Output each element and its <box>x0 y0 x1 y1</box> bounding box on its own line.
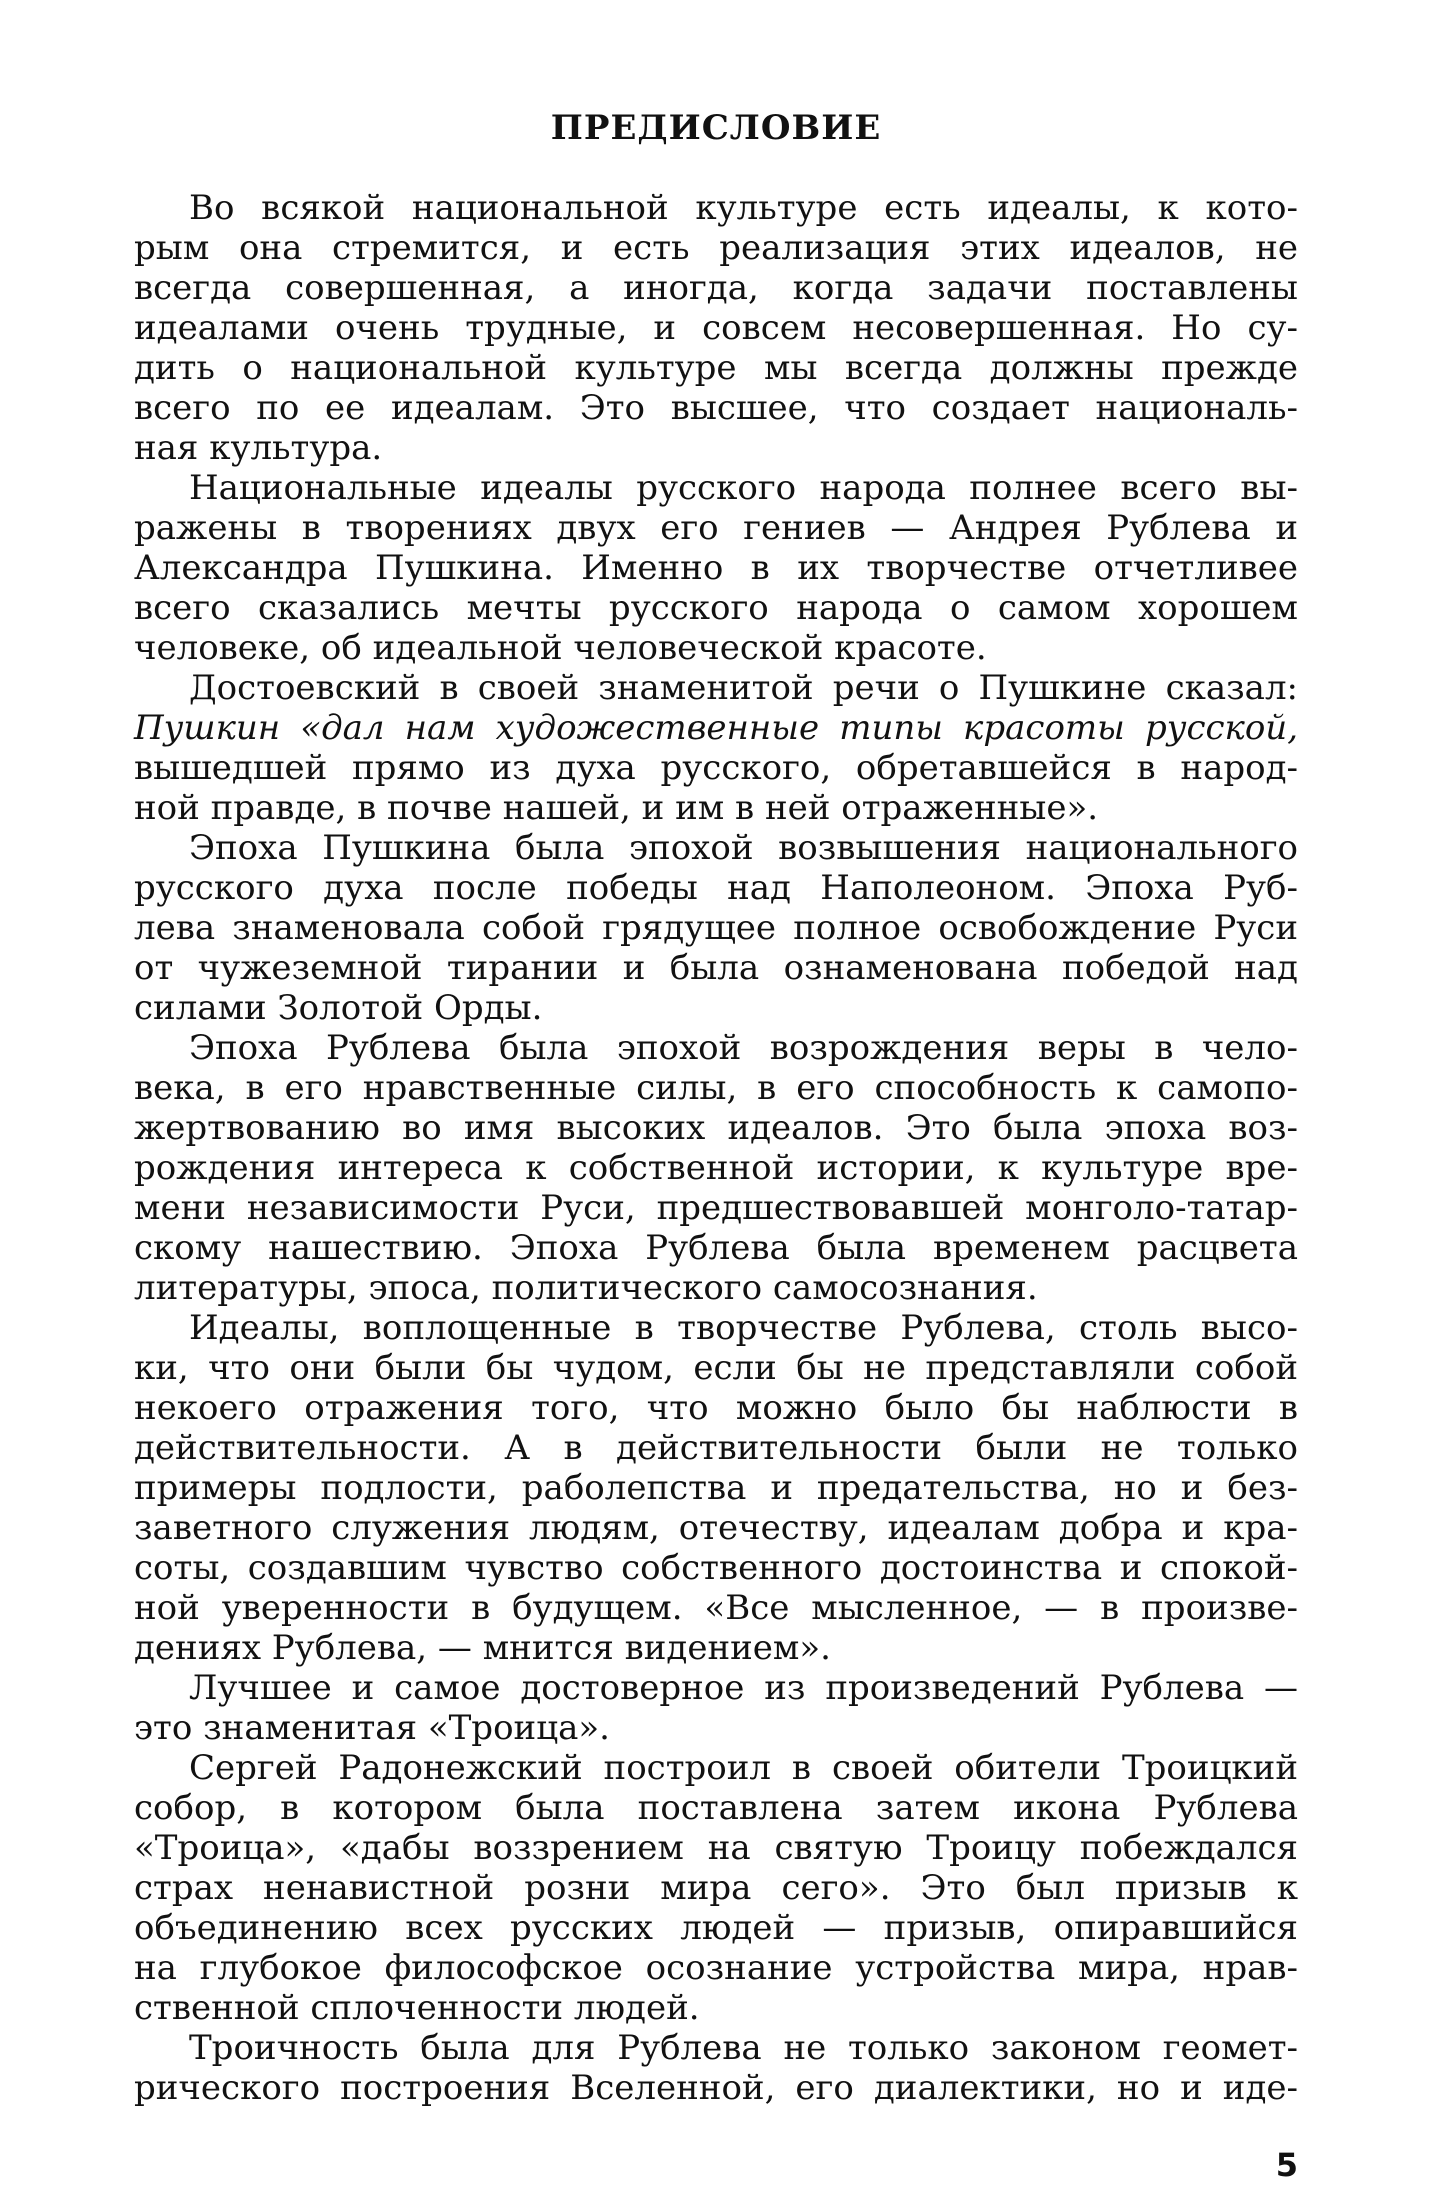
text-line: всегда совершенная, а иногда, когда задачи поставлены <box>134 268 1298 308</box>
text-line: действительности. А в действительности были не только <box>134 1428 1298 1468</box>
text-line: страх ненавистной розни мира сего». Это был призыв к <box>134 1868 1298 1908</box>
paragraph-7 <box>134 1668 1298 1748</box>
text-line: объединению всех русских людей — призыв, опиравшийся <box>134 1908 1298 1948</box>
text-line-italic-quote: Пушкин «дал нам художественные типы красоты русской, <box>134 708 1298 748</box>
text-line: Достоевский в своей знаменитой речи о Пушкине сказал: <box>189 668 1298 708</box>
text-line: собор, в котором была поставлена затем икона Рублева <box>134 1788 1298 1828</box>
page-number: 5 <box>1275 2146 1298 2184</box>
paragraph-9 <box>134 2028 1298 2108</box>
text-line: силами Золотой Орды. <box>134 988 543 1028</box>
paragraph-2 <box>134 468 1298 668</box>
text-line: Эпоха Рублева была эпохой возрождения веры в чело- <box>189 1028 1298 1068</box>
text-line: «Троица», «дабы воззрением на святую Троицу побеждался <box>134 1828 1298 1868</box>
text-line: Александра Пушкина. Именно в их творчестве отчетливее <box>134 548 1298 588</box>
text-line: соты, создавшим чувство собственного достоинства и спокой- <box>134 1548 1298 1588</box>
text-line: Идеалы, воплощенные в творчестве Рублева, столь высо- <box>189 1308 1298 1348</box>
text-line: рождения интереса к собственной истории, к культуре вре- <box>134 1148 1298 1188</box>
page-title: ПРЕДИСЛОВИЕ <box>550 108 882 148</box>
text-line: от чужеземной тирании и была ознаменована победой над <box>134 948 1298 988</box>
text-line: дениях Рублева, — мнится видением». <box>134 1628 831 1668</box>
text-line: скому нашествию. Эпоха Рублева была временем расцвета <box>134 1228 1298 1268</box>
text-line: лева знаменовала собой грядущее полное освобождение Руси <box>134 908 1298 948</box>
text-line: мени независимости Руси, предшествовавшей монголо-татар- <box>134 1188 1298 1228</box>
body-text <box>134 188 1298 2108</box>
text-line: рического построения Вселенной, его диалектики, но и иде- <box>134 2068 1298 2108</box>
text-line: дить о национальной культуре мы всегда должны прежде <box>134 348 1298 388</box>
text-line: это знаменитая «Троица». <box>134 1708 610 1748</box>
text-line: Эпоха Пушкина была эпохой возвышения национального <box>189 828 1298 868</box>
text-line: ная культура. <box>134 428 383 468</box>
text-line: Сергей Радонежский построил в своей обители Троицкий <box>189 1748 1298 1788</box>
book-page <box>134 0 1298 2196</box>
paragraph-1 <box>134 188 1298 468</box>
text-line: на глубокое философское осознание устройства мира, нрав- <box>134 1948 1298 1988</box>
text-line: Национальные идеалы русского народа полнее всего вы- <box>189 468 1298 508</box>
text-line: ной уверенности в будущем. «Все мысленное, — в произве- <box>134 1588 1298 1628</box>
text-line: ки, что они были бы чудом, если бы не представляли собой <box>134 1348 1298 1388</box>
text-line: Лучшее и самое достоверное из произведений Рублева — <box>189 1668 1298 1708</box>
paragraph-4 <box>134 828 1298 1028</box>
paragraph-3 <box>134 668 1298 828</box>
text-line: заветного служения людям, отечеству, идеалам добра и кра- <box>134 1508 1298 1548</box>
text-line: всего по ее идеалам. Это высшее, что создает националь- <box>134 388 1298 428</box>
text-line: Троичность была для Рублева не только законом геомет- <box>189 2028 1298 2068</box>
text-line: некоего отражения того, что можно было бы наблюсти в <box>134 1388 1298 1428</box>
text-line: литературы, эпоса, политического самосознания. <box>134 1268 1038 1308</box>
paragraph-5 <box>134 1028 1298 1308</box>
text-line: века, в его нравственные силы, в его способность к самопо- <box>134 1068 1298 1108</box>
text-line: вышедшей прямо из духа русского, обретавшейся в народ- <box>134 748 1298 788</box>
text-line: Во всякой национальной культуре есть идеалы, к кото- <box>189 188 1298 228</box>
text-line: русского духа после победы над Наполеоном. Эпоха Руб- <box>134 868 1298 908</box>
text-line: ражены в творениях двух его гениев — Андрея Рублева и <box>134 508 1298 548</box>
text-line: идеалами очень трудные, и совсем несовершенная. Но су- <box>134 308 1298 348</box>
text-line: человеке, об идеальной человеческой красоте. <box>134 628 987 668</box>
text-line: всего сказались мечты русского народа о самом хорошем <box>134 588 1298 628</box>
text-line: ственной сплоченности людей. <box>134 1988 700 2028</box>
text-line: жертвованию во имя высоких идеалов. Это была эпоха воз- <box>134 1108 1298 1148</box>
paragraph-6 <box>134 1308 1298 1668</box>
paragraph-8 <box>134 1748 1298 2028</box>
text-line: ной правде, в почве нашей, и им в ней отраженные». <box>134 788 1099 828</box>
text-line: рым она стремится, и есть реализация этих идеалов, не <box>134 228 1298 268</box>
text-line: примеры подлости, раболепства и предательства, но и без- <box>134 1468 1298 1508</box>
